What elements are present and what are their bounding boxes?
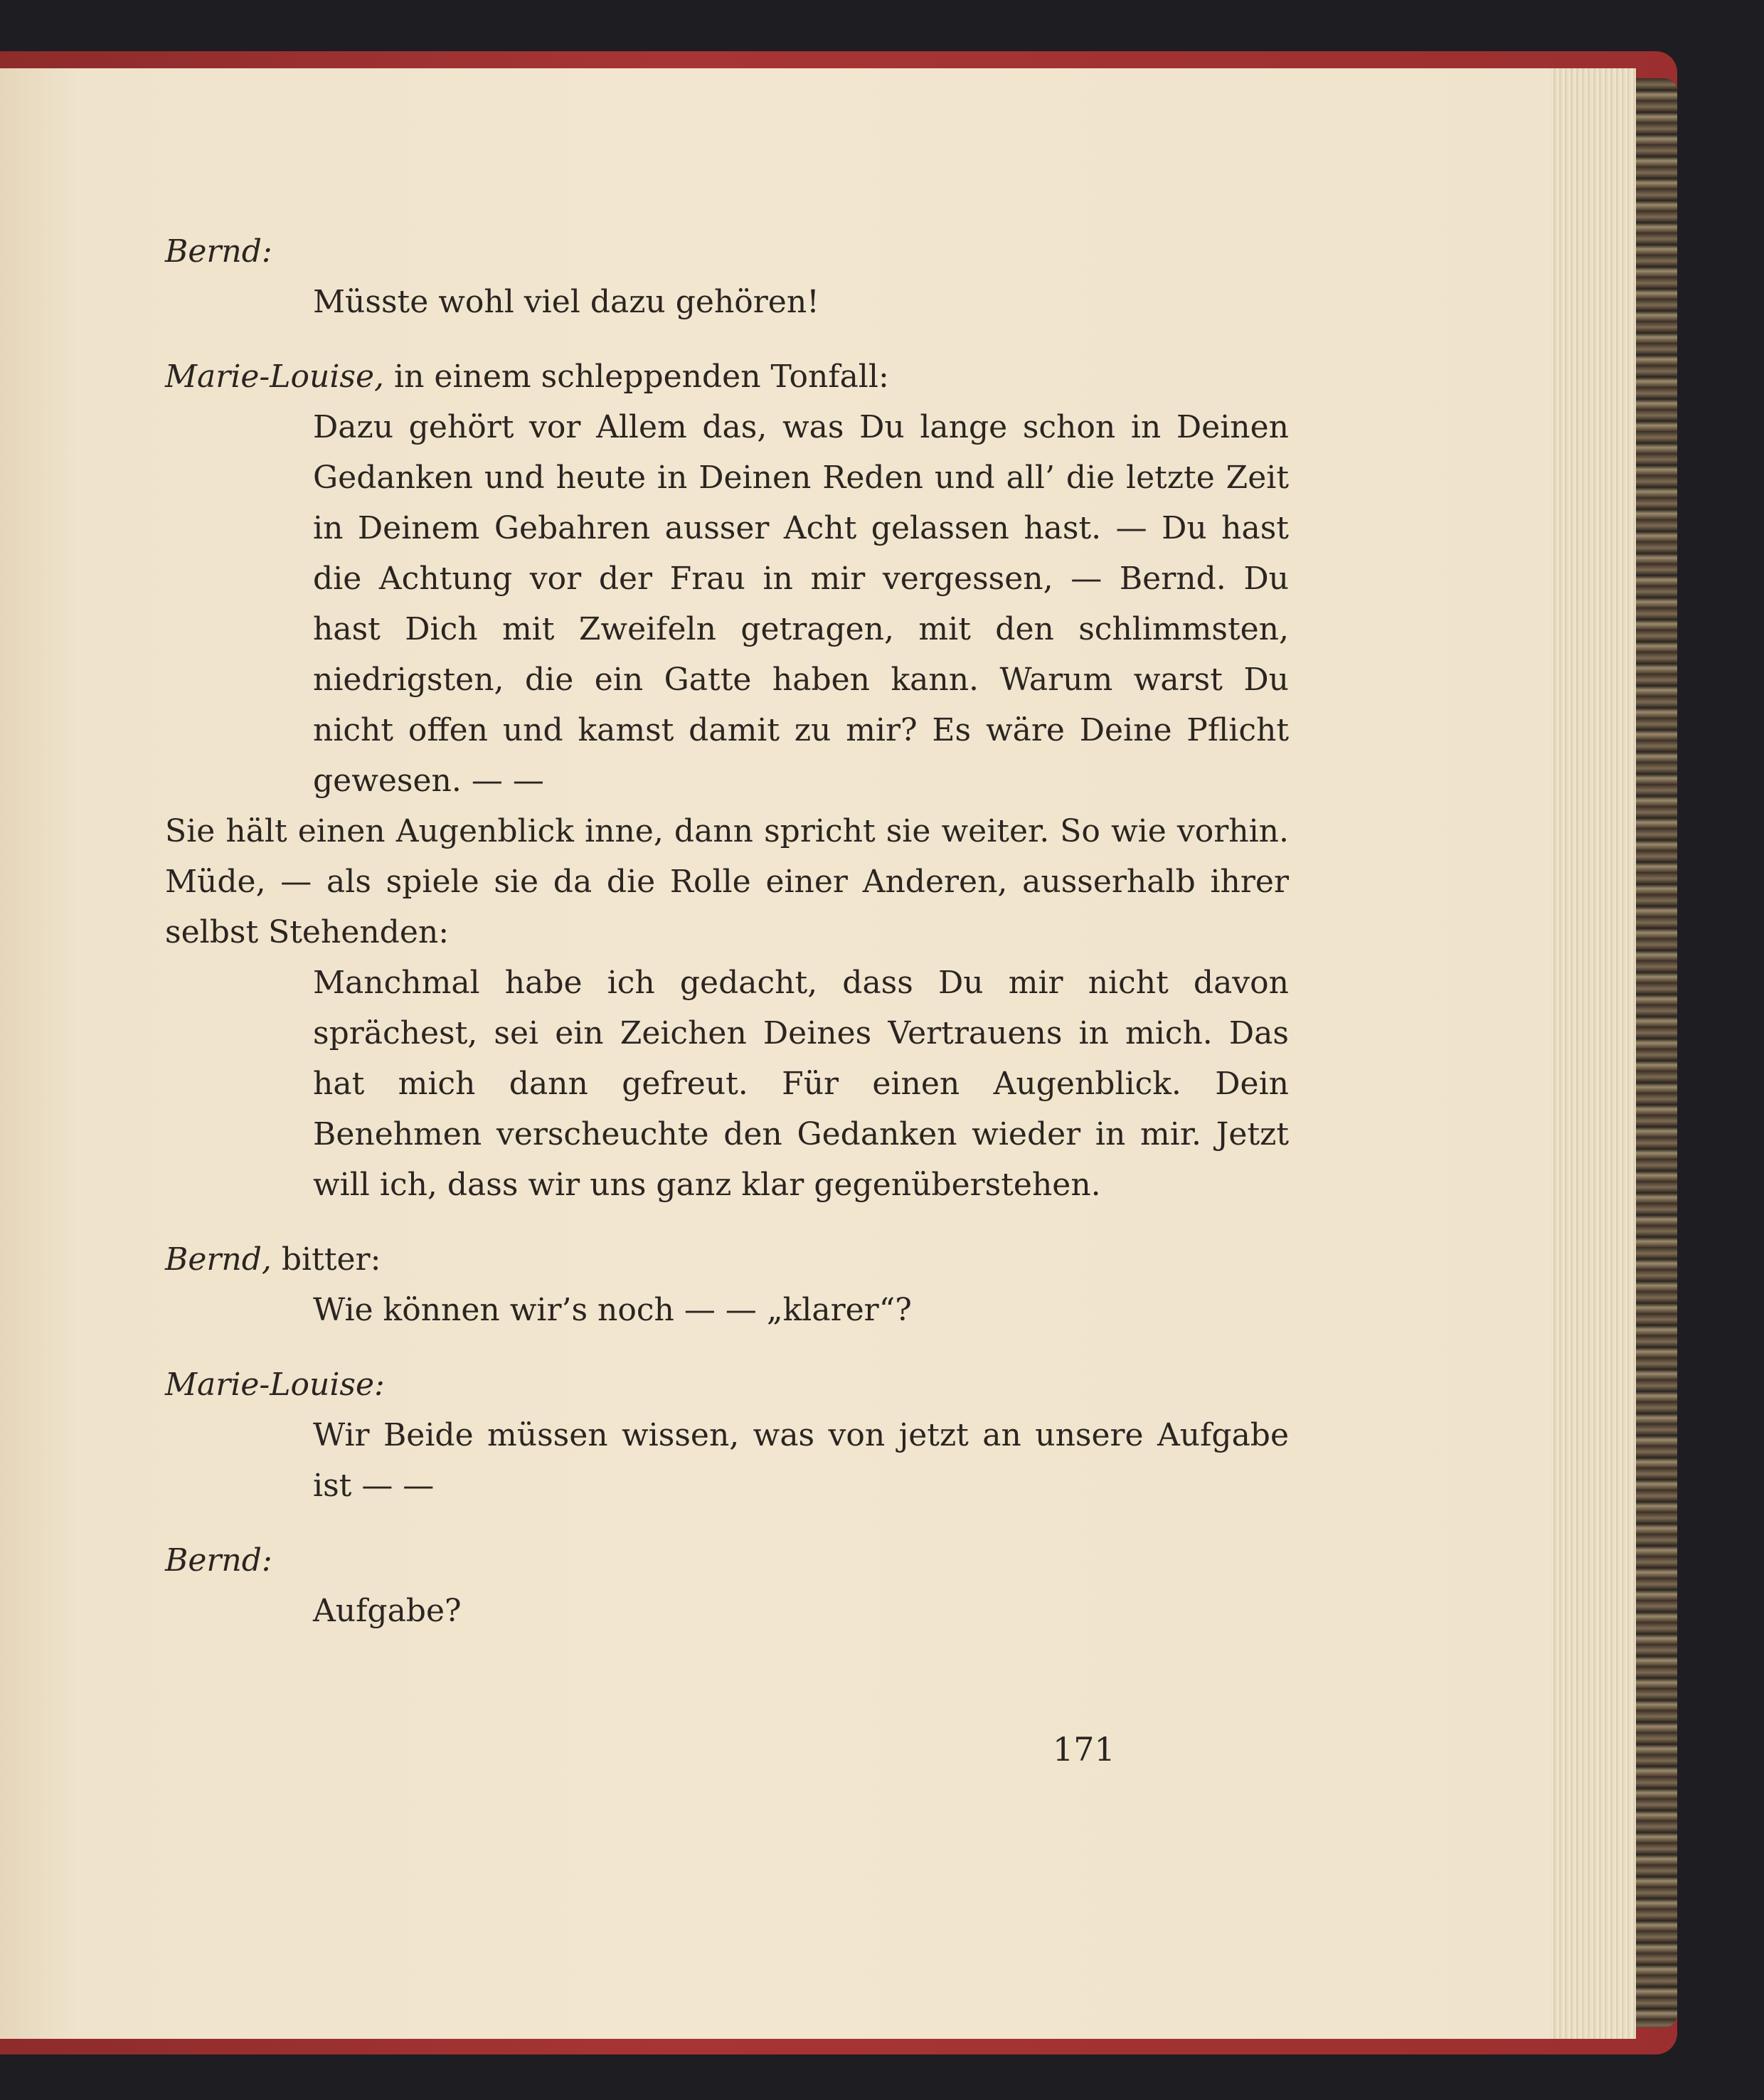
speaker-name: Marie-Louise,	[165, 359, 385, 395]
dialogue-block	[165, 1234, 1289, 1335]
stage-cue: bitter:	[271, 1241, 381, 1278]
speaker-line	[165, 226, 1289, 277]
dialogue-block	[165, 1535, 1289, 1636]
speaker-name: Marie-Louise:	[165, 1367, 385, 1403]
speaker-name: Bernd:	[165, 233, 272, 270]
speaker-line	[165, 1535, 1289, 1586]
speaker-line	[165, 1234, 1289, 1285]
dialogue-block	[165, 1359, 1289, 1511]
speech-text: Manchmal habe ich gedacht, dass Du mir nicht davon sprächest, sei ein Zeichen Deines Vertrauens in mich. Das hat mich dann gefreut. Für einen Augenblick. Dein Benehmen verscheuchte den Gedanken wieder in mir. Jetzt will ich, dass wir uns ganz klar gegenüberstehen.	[313, 965, 1289, 1203]
page-stack-edge	[1551, 68, 1636, 2039]
stage-direction: Sie hält einen Augenblick inne, dann spricht sie weiter. So wie vorhin. Müde, — als spiele sie da die Rolle einer Anderen, ausserhalb ihrer selbst Stehenden:	[165, 813, 1289, 950]
speaker-name: Bernd,	[165, 1241, 272, 1278]
speaker-line	[165, 1359, 1289, 1410]
speech-text: Aufgabe?	[313, 1593, 462, 1629]
marbled-page-edge	[1636, 78, 1677, 2027]
speech-text: Dazu gehört vor Allem das, was Du lange schon in Deinen Gedanken und heute in Deinen Reden und all’ die letzte Zeit in Deinem Gebahren ausser Acht gelassen hast. — Du hast die Achtung vor der Frau in mir vergessen, — Bernd. Du hast Dich mit Zweifeln getragen, mit den schlimmsten, niedrigsten, die ein Gatte haben kann. Warum warst Du nicht offen und kamst damit zu mir? Es wäre Deine Pflicht gewesen. — —	[313, 409, 1289, 799]
play-text	[165, 226, 1289, 1660]
speaker-line	[165, 351, 1289, 402]
speech-text: Wir Beide müssen wissen, was von jetzt an unsere Aufgabe ist — —	[313, 1417, 1289, 1504]
speaker-name: Bernd:	[165, 1542, 272, 1579]
speech-text: Wie können wir’s noch — — „klarer“?	[313, 1292, 912, 1328]
dialogue-block	[165, 226, 1289, 327]
page-number: 171	[1053, 1730, 1115, 1768]
stage-cue: in einem schleppenden Tonfall:	[384, 359, 889, 395]
dialogue-block	[165, 351, 1289, 1210]
speech-text: Müsste wohl viel dazu gehören!	[313, 284, 819, 320]
